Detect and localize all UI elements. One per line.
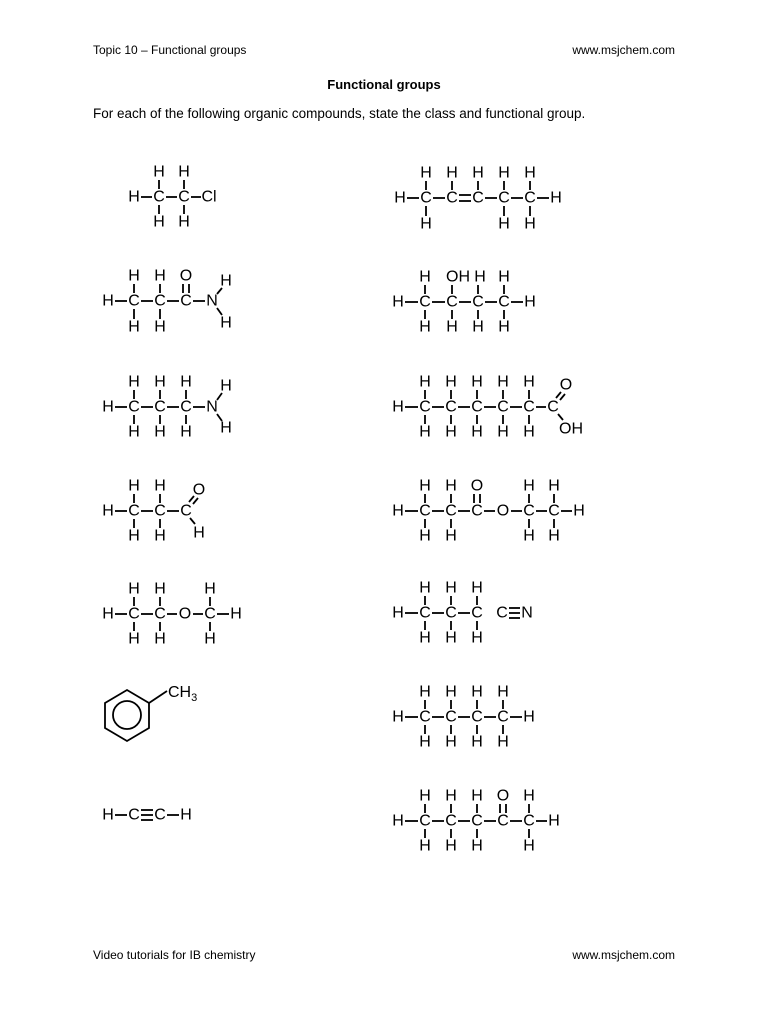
svg-text:C: C [498,293,510,311]
svg-text:H: H [154,267,166,285]
svg-text:C: C [420,189,432,207]
svg-text:O: O [178,605,192,623]
svg-text:H: H [193,524,205,542]
svg-text:N: N [206,398,218,416]
svg-text:H: H [445,683,457,701]
svg-text:H: H [128,188,140,206]
svg-text:H: H [446,164,458,182]
svg-text:C: C [178,188,190,206]
svg-text:H: H [523,708,535,726]
svg-text:C: C [419,293,431,311]
svg-text:C: C [523,502,535,520]
svg-text:C: C [497,398,509,416]
svg-text:H: H [497,373,509,391]
svg-text:H: H [471,683,483,701]
svg-text:C: C [445,398,457,416]
svg-text:H: H [497,733,509,751]
svg-text:H: H [392,604,404,622]
svg-text:C: C [128,292,140,310]
svg-text:H: H [154,580,166,598]
svg-text:H: H [445,579,457,597]
svg-text:H: H [153,213,165,231]
svg-text:H: H [419,423,431,441]
svg-text:H: H [128,630,140,648]
svg-text:N: N [521,604,533,622]
svg-text:C: C [471,812,483,830]
svg-text:O: O [559,376,573,394]
svg-text:H: H [154,630,166,648]
svg-text:H: H [573,502,585,520]
svg-text:H: H [102,605,114,623]
svg-text:H: H [102,292,114,310]
svg-text:H: H [498,268,510,286]
header-left: Topic 10 – Functional groups [93,43,247,57]
svg-text:H: H [419,268,431,286]
svg-text:H: H [153,163,165,181]
svg-text:H: H [178,163,190,181]
svg-text:H: H [128,527,140,545]
svg-text:H: H [220,377,232,395]
svg-text:H: H [128,477,140,495]
svg-text:H: H [471,787,483,805]
svg-text:H: H [128,580,140,598]
svg-text:C: C [128,806,140,824]
svg-text:H: H [420,215,432,233]
svg-text:H: H [550,189,562,207]
svg-text:H: H [471,629,483,647]
svg-text:H: H [392,502,404,520]
svg-text:OH: OH [446,268,470,286]
svg-text:N: N [206,292,218,310]
svg-text:H: H [204,580,216,598]
svg-text:H: H [128,423,140,441]
svg-text:H: H [471,373,483,391]
svg-text:H: H [419,787,431,805]
svg-text:C: C [154,605,166,623]
svg-text:H: H [548,527,560,545]
svg-text:H: H [220,314,232,332]
svg-text:C: C [445,708,457,726]
svg-text:C: C [180,502,192,520]
svg-text:C: C [471,398,483,416]
svg-text:H: H [128,318,140,336]
svg-text:C: C [497,812,509,830]
svg-text:H: H [498,215,510,233]
svg-text:H: H [204,630,216,648]
svg-text:H: H [180,806,192,824]
svg-text:H: H [154,527,166,545]
svg-text:C: C [497,708,509,726]
svg-text:H: H [220,419,232,437]
svg-text:H: H [445,373,457,391]
svg-text:O: O [496,502,510,520]
svg-text:C: C [445,604,457,622]
svg-text:H: H [154,423,166,441]
svg-text:H: H [392,812,404,830]
svg-text:H: H [154,318,166,336]
svg-text:O: O [470,477,484,495]
svg-text:O: O [192,481,206,499]
svg-text:C: C [128,605,140,623]
svg-text:H: H [394,189,406,207]
svg-text:C: C [419,502,431,520]
svg-text:H: H [523,787,535,805]
svg-text:H: H [419,373,431,391]
svg-text:C: C [524,189,536,207]
svg-text:H: H [178,213,190,231]
svg-text:H: H [471,837,483,855]
svg-text:H: H [154,373,166,391]
svg-text:C: C [154,398,166,416]
svg-text:C: C [471,604,483,622]
svg-text:H: H [445,837,457,855]
svg-text:H: H [419,683,431,701]
svg-text:C: C [204,605,216,623]
svg-text:H: H [419,579,431,597]
svg-text:H: H [497,423,509,441]
svg-text:H: H [472,164,484,182]
svg-text:C: C [445,812,457,830]
instructions: For each of the following organic compounds, state the class and functional group. [93,106,586,121]
svg-text:H: H [446,318,458,336]
svg-text:C: C [419,398,431,416]
svg-text:H: H [102,398,114,416]
svg-text:H: H [419,527,431,545]
svg-text:C: C [523,398,535,416]
svg-text:H: H [472,318,484,336]
svg-text:C: C [548,502,560,520]
svg-text:H: H [230,605,242,623]
svg-text:C: C [472,189,484,207]
svg-text:Cl: Cl [201,188,217,206]
svg-text:H: H [471,423,483,441]
svg-text:C: C [419,812,431,830]
footer-left: Video tutorials for IB chemistry [93,948,256,962]
svg-text:H: H [128,267,140,285]
svg-text:C: C [446,189,458,207]
svg-text:H: H [419,837,431,855]
svg-text:C: C [154,806,166,824]
svg-text:H: H [523,477,535,495]
header-right: www.msjchem.com [572,43,675,57]
svg-text:H: H [102,806,114,824]
svg-text:H: H [498,164,510,182]
svg-text:H: H [524,293,536,311]
svg-text:H: H [548,812,560,830]
svg-text:H: H [523,423,535,441]
svg-text:H: H [180,373,192,391]
svg-text:H: H [474,268,486,286]
svg-text:C: C [153,188,165,206]
svg-text:C: C [471,502,483,520]
svg-text:H: H [420,164,432,182]
svg-text:H: H [392,708,404,726]
svg-text:C: C [128,502,140,520]
svg-text:H: H [445,733,457,751]
page-title: Functional groups [327,77,441,92]
svg-text:C: C [154,502,166,520]
svg-text:C: C [419,604,431,622]
svg-text:OH: OH [559,420,583,438]
svg-text:H: H [523,373,535,391]
svg-text:H: H [419,733,431,751]
svg-text:C: C [180,292,192,310]
svg-text:H: H [102,502,114,520]
svg-text:H: H [392,293,404,311]
svg-text:H: H [128,373,140,391]
svg-text:H: H [220,272,232,290]
svg-text:O: O [179,267,193,285]
svg-text:H: H [548,477,560,495]
svg-text:H: H [445,787,457,805]
svg-text:H: H [523,837,535,855]
svg-text:C: C [128,398,140,416]
svg-text:H: H [445,423,457,441]
svg-text:H: H [419,629,431,647]
svg-text:C: C [180,398,192,416]
svg-text:C: C [472,293,484,311]
svg-text:C: C [446,293,458,311]
svg-text:CH3: $CH_3$ [168,684,198,704]
svg-text:H: H [154,477,166,495]
svg-text:H: H [523,527,535,545]
svg-text:H: H [445,477,457,495]
svg-text:C: C [496,604,508,622]
svg-text:C: C [154,292,166,310]
svg-text:H: H [445,629,457,647]
svg-text:C: C [471,708,483,726]
svg-text:C: C [419,708,431,726]
svg-text:H: H [524,215,536,233]
svg-text:H: H [419,318,431,336]
svg-text:H: H [471,733,483,751]
svg-text:H: H [497,683,509,701]
svg-text:H: H [524,164,536,182]
svg-text:H: H [180,423,192,441]
svg-text:H: H [498,318,510,336]
footer-right: www.msjchem.com [572,948,675,962]
svg-text:H: H [445,527,457,545]
svg-text:O: O [496,787,510,805]
svg-text:H: H [471,579,483,597]
svg-text:C: C [445,502,457,520]
svg-text:C: C [498,189,510,207]
svg-text:C: C [523,812,535,830]
svg-text:H: H [419,477,431,495]
svg-text:C: C [547,398,559,416]
svg-text:H: H [392,398,404,416]
